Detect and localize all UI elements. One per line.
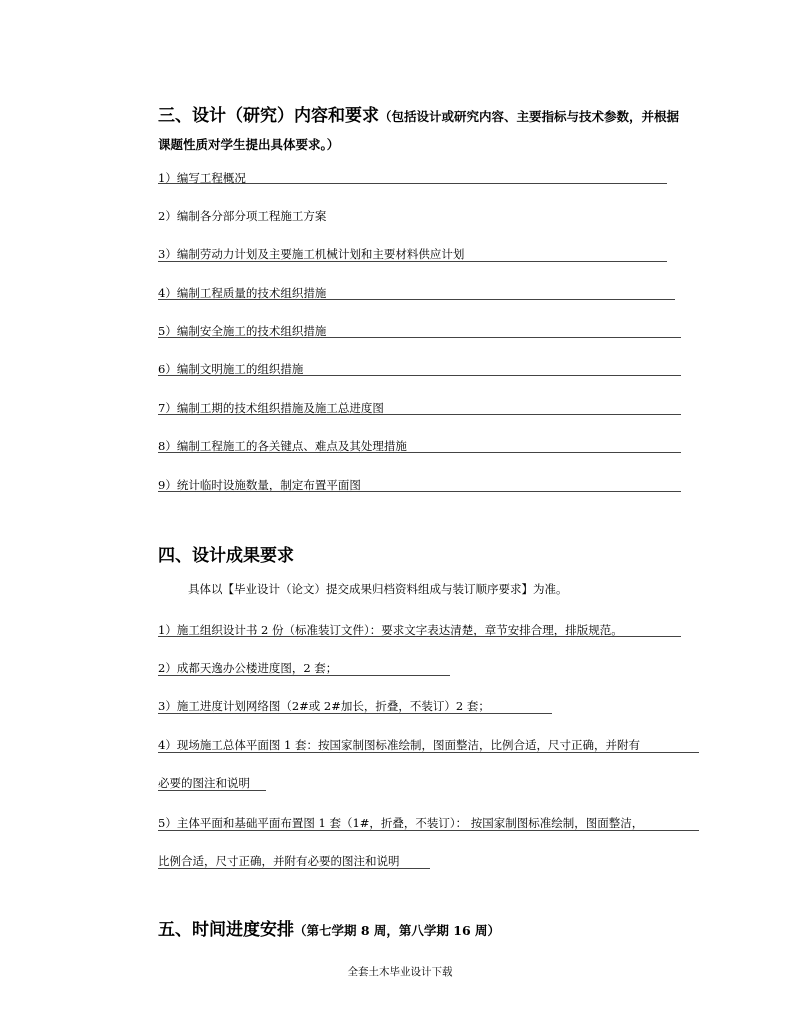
content-item-7: 7）编制工期的技术组织措施及施工总进度图 <box>158 401 384 415</box>
section-4-heading <box>158 541 294 566</box>
result-item-5: 5）主体平面和基础平面布置图 1 套（1#，折叠，不装订）： 按国家制图标准绘制，图面整洁， <box>158 816 644 830</box>
section-5-title: 时间进度安排 <box>192 920 294 940</box>
section-5-note: （第七学期 8 周，第八学期 16 周） <box>294 923 501 938</box>
underline-rule <box>158 752 699 753</box>
underline-rule <box>158 452 681 453</box>
result-item-1: 1）施工组织设计书 2 份（标准装订文件）：要求文字表达清楚，章节安排合理，排版规范。 <box>158 623 623 637</box>
section-5-number: 五、 <box>158 920 192 940</box>
underline-rule <box>158 713 552 714</box>
page-footer: 全套土木毕业设计下载 <box>347 966 453 978</box>
underline-rule <box>158 375 681 376</box>
result-item-4: 4）现场施工总体平面图 1 套：按国家制图标准绘制，图面整洁，比例合适，尺寸正确，并附有 <box>158 738 640 752</box>
content-item-4: 4）编制工程质量的技术组织措施 <box>158 286 327 300</box>
section-4-intro: 具体以【毕业设计（论文）提交成果归档资料组成与装订顺序要求】为准。 <box>188 582 568 596</box>
underline-rule <box>158 830 699 831</box>
content-item-9: 9）统计临时设施数量，制定布置平面图 <box>158 478 361 492</box>
underline-rule <box>158 414 681 415</box>
underline-rule <box>158 790 266 791</box>
section-3-note-continued: 课题性质对学生提出具体要求。） <box>158 137 340 152</box>
underline-rule <box>158 299 675 300</box>
content-item-5: 5）编制安全施工的技术组织措施 <box>158 324 327 338</box>
result-item-3: 3）施工进度计划网络图（2#或 2#加长，折叠，不装订）2 套； <box>158 699 490 713</box>
underline-rule <box>158 183 667 184</box>
result-item-4-continued: 必要的图注和说明 <box>158 776 250 790</box>
content-item-3: 3）编制劳动力计划及主要施工机械计划和主要材料供应计划 <box>158 247 465 261</box>
underline-rule <box>158 261 667 262</box>
section-3-note: （包括设计或研究内容、主要指标与技术参数，并根据 <box>379 109 680 124</box>
section-3-title: 设计（研究）内容和要求 <box>192 106 379 126</box>
content-item-2: 2）编制各分部分项工程施工方案 <box>158 209 327 223</box>
result-item-2: 2）成都天逸办公楼进度图，2 套； <box>158 661 338 675</box>
underline-rule <box>158 337 681 338</box>
underline-rule <box>158 675 450 676</box>
section-3-number: 三、 <box>158 106 192 126</box>
result-item-5-continued: 比例合适，尺寸正确，并附有必要的图注和说明 <box>158 854 400 868</box>
section-4-title: 设计成果要求 <box>192 546 294 566</box>
section-3-heading <box>158 101 679 126</box>
content-item-6: 6）编制文明施工的组织措施 <box>158 362 304 376</box>
underline-rule <box>158 636 681 637</box>
section-4-number: 四、 <box>158 546 192 566</box>
content-item-8: 8）编制工程施工的各关键点、难点及其处理措施 <box>158 439 407 453</box>
underline-rule <box>158 491 681 492</box>
section-5-heading <box>158 915 500 940</box>
underline-rule <box>158 868 430 869</box>
content-item-1: 1）编写工程概况 <box>158 171 246 185</box>
